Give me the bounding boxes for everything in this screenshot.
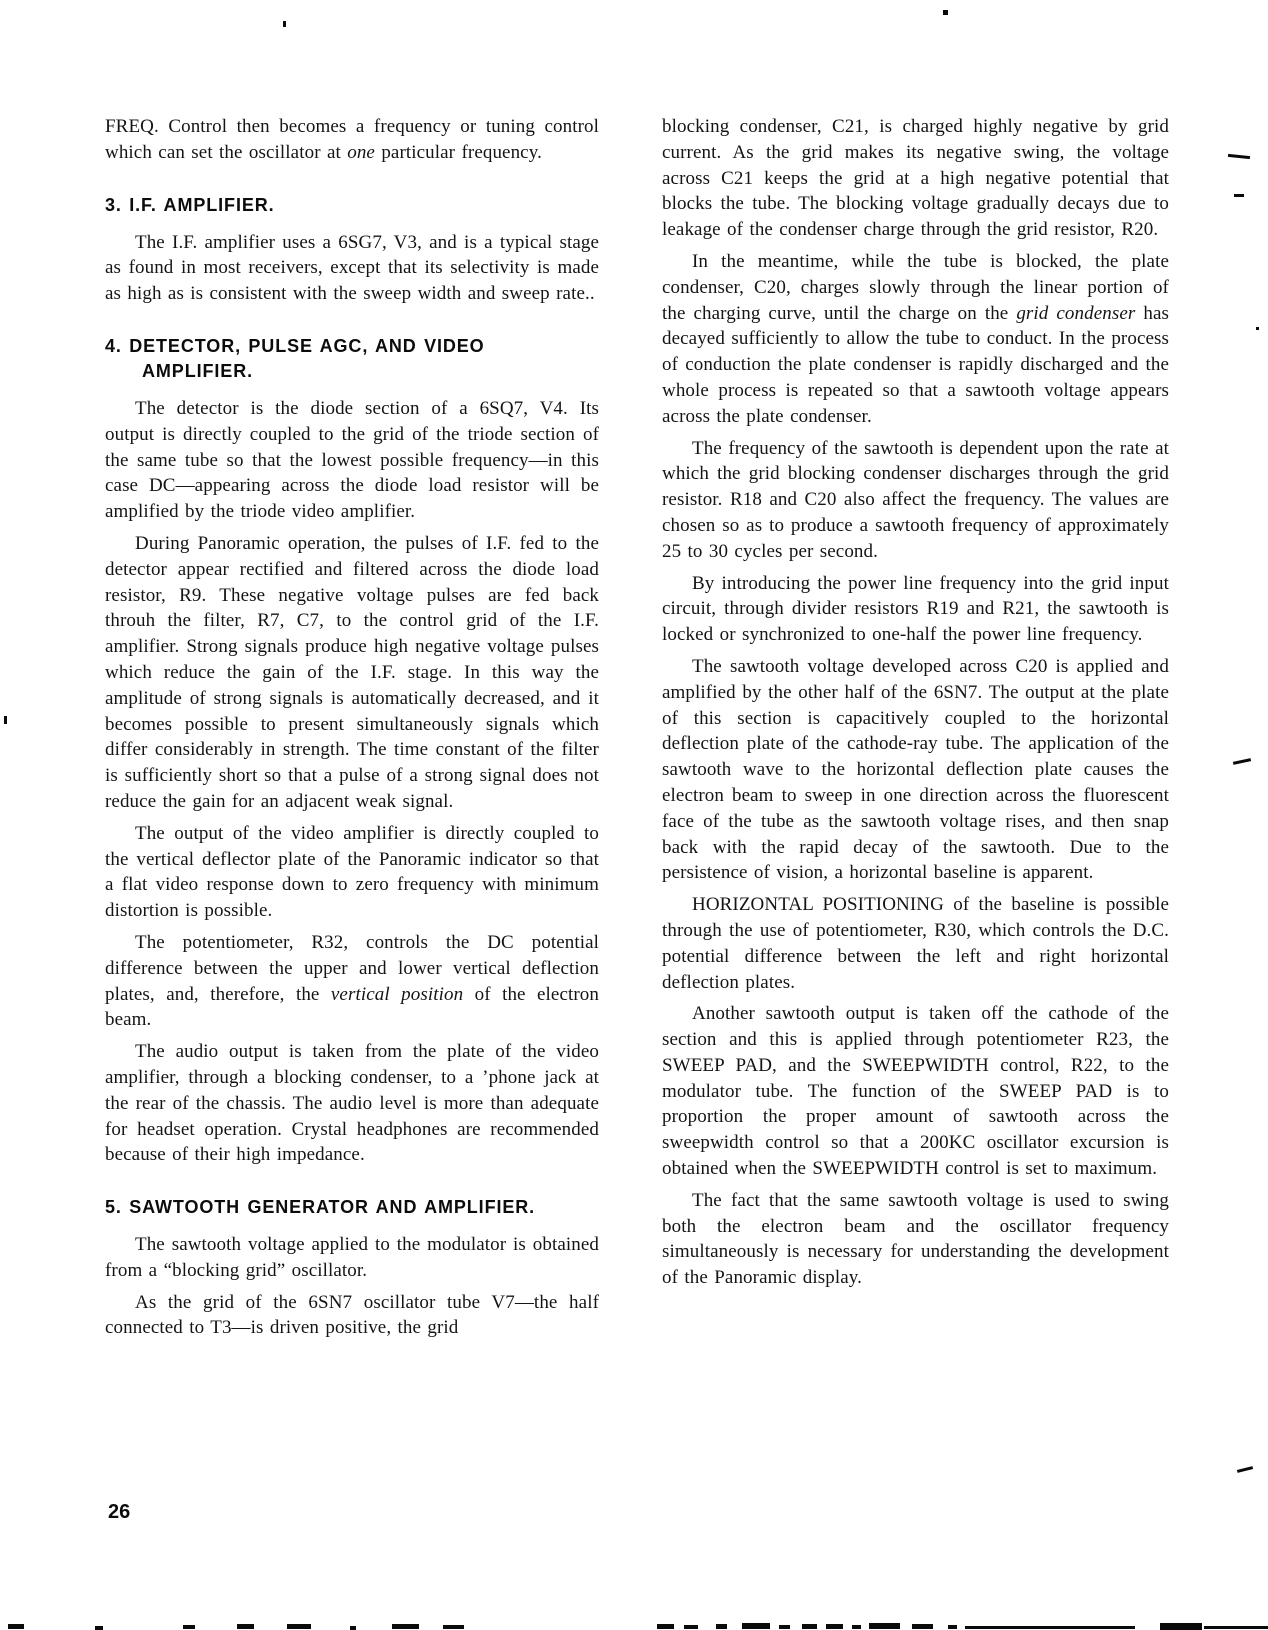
scan-artifact bbox=[826, 1624, 843, 1629]
section-heading: 5. SAWTOOTH GENERATOR AND AMPLIFIER. bbox=[105, 1197, 536, 1218]
scan-artifact bbox=[869, 1623, 900, 1629]
scan-artifact bbox=[943, 10, 948, 15]
body-paragraph: The fact that the same sawtooth voltage is used to swing both the electron beam and the oscillator frequency simultaneously is necessary for understanding the development of the Panoramic display. bbox=[662, 1189, 1169, 1289]
scan-artifact bbox=[912, 1624, 933, 1629]
scan-artifact bbox=[742, 1623, 770, 1629]
body-paragraph: The audio output is taken from the plate of the video amplifier, through a blocking condenser, to a ’phone jack at the rear of the chassis. The audio level is more than adequate for headset operation. Crystal headphones are recommended because of their high impedance. bbox=[105, 1041, 599, 1166]
body-paragraph: The sawtooth voltage developed across C20 is applied and amplified by the other half of the 6SN7. The output at the plate of this section is capacitively coupled to the horizontal deflection plate of the cathode-ray tube. The application of the sawtooth wave to the horizontal deflection plate causes the electron beam to sweep in one direction across the fluorescent face of the tube as the sawtooth voltage rises, and then snap back with the rapid decay of the sawtooth. Due to the persistence of vision, a horizontal baseline is apparent. bbox=[662, 655, 1169, 884]
scan-artifact bbox=[392, 1624, 419, 1629]
scan-artifact bbox=[1237, 1466, 1253, 1473]
scan-artifact bbox=[237, 1624, 254, 1629]
scan-artifact bbox=[684, 1625, 698, 1629]
left-column bbox=[105, 114, 599, 1347]
scan-artifact bbox=[350, 1626, 356, 1630]
body-paragraph: The I.F. amplifier uses a 6SG7, V3, and is a typical stage as found in most receivers, except that its selectivity is made as high as is consistent with the sweep width and sweep rate.. bbox=[105, 231, 599, 305]
scan-artifact bbox=[1160, 1623, 1202, 1630]
body-paragraph: By introducing the power line frequency into the grid input circuit, through divider resistors R19 and R21, the sawtooth is locked or synchronized to one-half the power line frequency. bbox=[662, 572, 1169, 646]
body-paragraph: blocking condenser, C21, is charged highly negative by grid current. As the grid makes its negative swing, the voltage across C21 keeps the grid at a high negative potential that blocks the tube. The blocking voltage gradually decays due to leakage of the condenser charge through the grid resistor, R20. bbox=[662, 116, 1169, 241]
scan-artifact bbox=[948, 1625, 957, 1629]
body-paragraph: The sawtooth voltage applied to the modulator is obtained from a “blocking grid” oscillator. bbox=[105, 1234, 599, 1281]
body-paragraph: In the meantime, while the tube is blocked, the plate condenser, C20, charges slowly through the linear portion of the charging curve, until the charge on the grid condenser has decayed sufficiently to allow the tube to conduct. In the process of conduction the plate condenser is rapidly discharged and the whole process is repeated so that a sawtooth voltage appears across the plate condenser. bbox=[662, 250, 1169, 427]
body-paragraph: As the grid of the 6SN7 oscillator tube V7—the half connected to T3—is driven positive, the grid bbox=[105, 1291, 599, 1339]
scan-artifact bbox=[1256, 327, 1259, 330]
scan-artifact bbox=[4, 716, 7, 724]
right-column bbox=[662, 114, 1169, 1297]
body-paragraph: The detector is the diode section of a 6SQ7, V4. Its output is directly coupled to the grid of the triode section of the same tube so that the lowest possible frequency—in this case DC—appearing across the diode load resistor will be amplified by the triode video amplifier. bbox=[105, 397, 599, 523]
scan-artifact bbox=[8, 1624, 24, 1629]
section-heading: 4. DETECTOR, PULSE AGC, AND VIDEO AMPLIFIER. bbox=[105, 335, 485, 381]
scan-artifact bbox=[802, 1624, 817, 1629]
body-paragraph: Another sawtooth output is taken off the cathode of the section and this is applied through potentiometer R23, the SWEEP PAD, and the SWEEPWIDTH control, R22, to the modulator tube. The function of the SWEEP PAD is to proportion the proper amount of sawtooth across the sweepwidth control so that a 200KC oscillator excursion is obtained when the SWEEPWIDTH control is set to maximum. bbox=[662, 1003, 1169, 1180]
body-paragraph: FREQ. Control then becomes a frequency or tuning control which can set the oscillator at one particular frequency. bbox=[105, 116, 599, 163]
scan-artifact bbox=[779, 1625, 790, 1629]
scan-artifact bbox=[283, 21, 286, 27]
body-paragraph: The output of the video amplifier is directly coupled to the vertical deflector plate of the Panoramic indicator so that a flat video response down to zero frequency with minimum distortion is possible. bbox=[105, 822, 599, 922]
scan-artifact bbox=[852, 1625, 861, 1629]
scan-artifact bbox=[443, 1625, 464, 1629]
body-paragraph: The frequency of the sawtooth is dependent upon the rate at which the grid blocking condenser discharges through the grid resistor. R18 and C20 also affect the frequency. The values are chosen so as to produce a sawtooth frequency of approximately 25 to 30 cycles per second. bbox=[662, 437, 1169, 562]
scan-artifact bbox=[1234, 194, 1244, 197]
scan-artifact bbox=[183, 1625, 195, 1629]
section-heading: 3. I.F. AMPLIFIER. bbox=[105, 194, 275, 215]
scan-artifact bbox=[965, 1626, 1135, 1629]
scan-artifact bbox=[287, 1624, 311, 1629]
scan-artifact bbox=[716, 1624, 727, 1629]
body-paragraph: The potentiometer, R32, controls the DC potential difference between the upper and lower vertical deflection plates, and, therefore, the vertical position of the electron beam. bbox=[105, 931, 599, 1031]
scan-artifact bbox=[657, 1624, 674, 1629]
scan-artifact bbox=[1233, 758, 1251, 765]
page-number: 26 bbox=[108, 1501, 131, 1523]
body-paragraph: During Panoramic operation, the pulses of I.F. fed to the detector appear rectified and filtered across the diode load resistor, R9. These negative voltage pulses are fed back throuh the filter, R7, C7, to the control grid of the I.F. amplifier. Strong signals produce high negative voltage pulses which reduce the gain of the I.F. stage. In this way the amplitude of strong signals is automatically decreased, and it becomes possible to present simultaneously signals which differ considerably in strength. The time constant of the filter is sufficiently short so that a pulse of a strong signal does not reduce the gain for an adjacent weak signal. bbox=[105, 532, 599, 812]
scan-artifact bbox=[1228, 154, 1250, 159]
scan-artifact bbox=[1204, 1626, 1268, 1629]
scan-artifact bbox=[95, 1626, 103, 1630]
body-paragraph: HORIZONTAL POSITIONING of the baseline is possible through the use of potentiometer, R30, which controls the D.C. potential difference between the left and right horizontal deflection plates. bbox=[662, 894, 1169, 993]
